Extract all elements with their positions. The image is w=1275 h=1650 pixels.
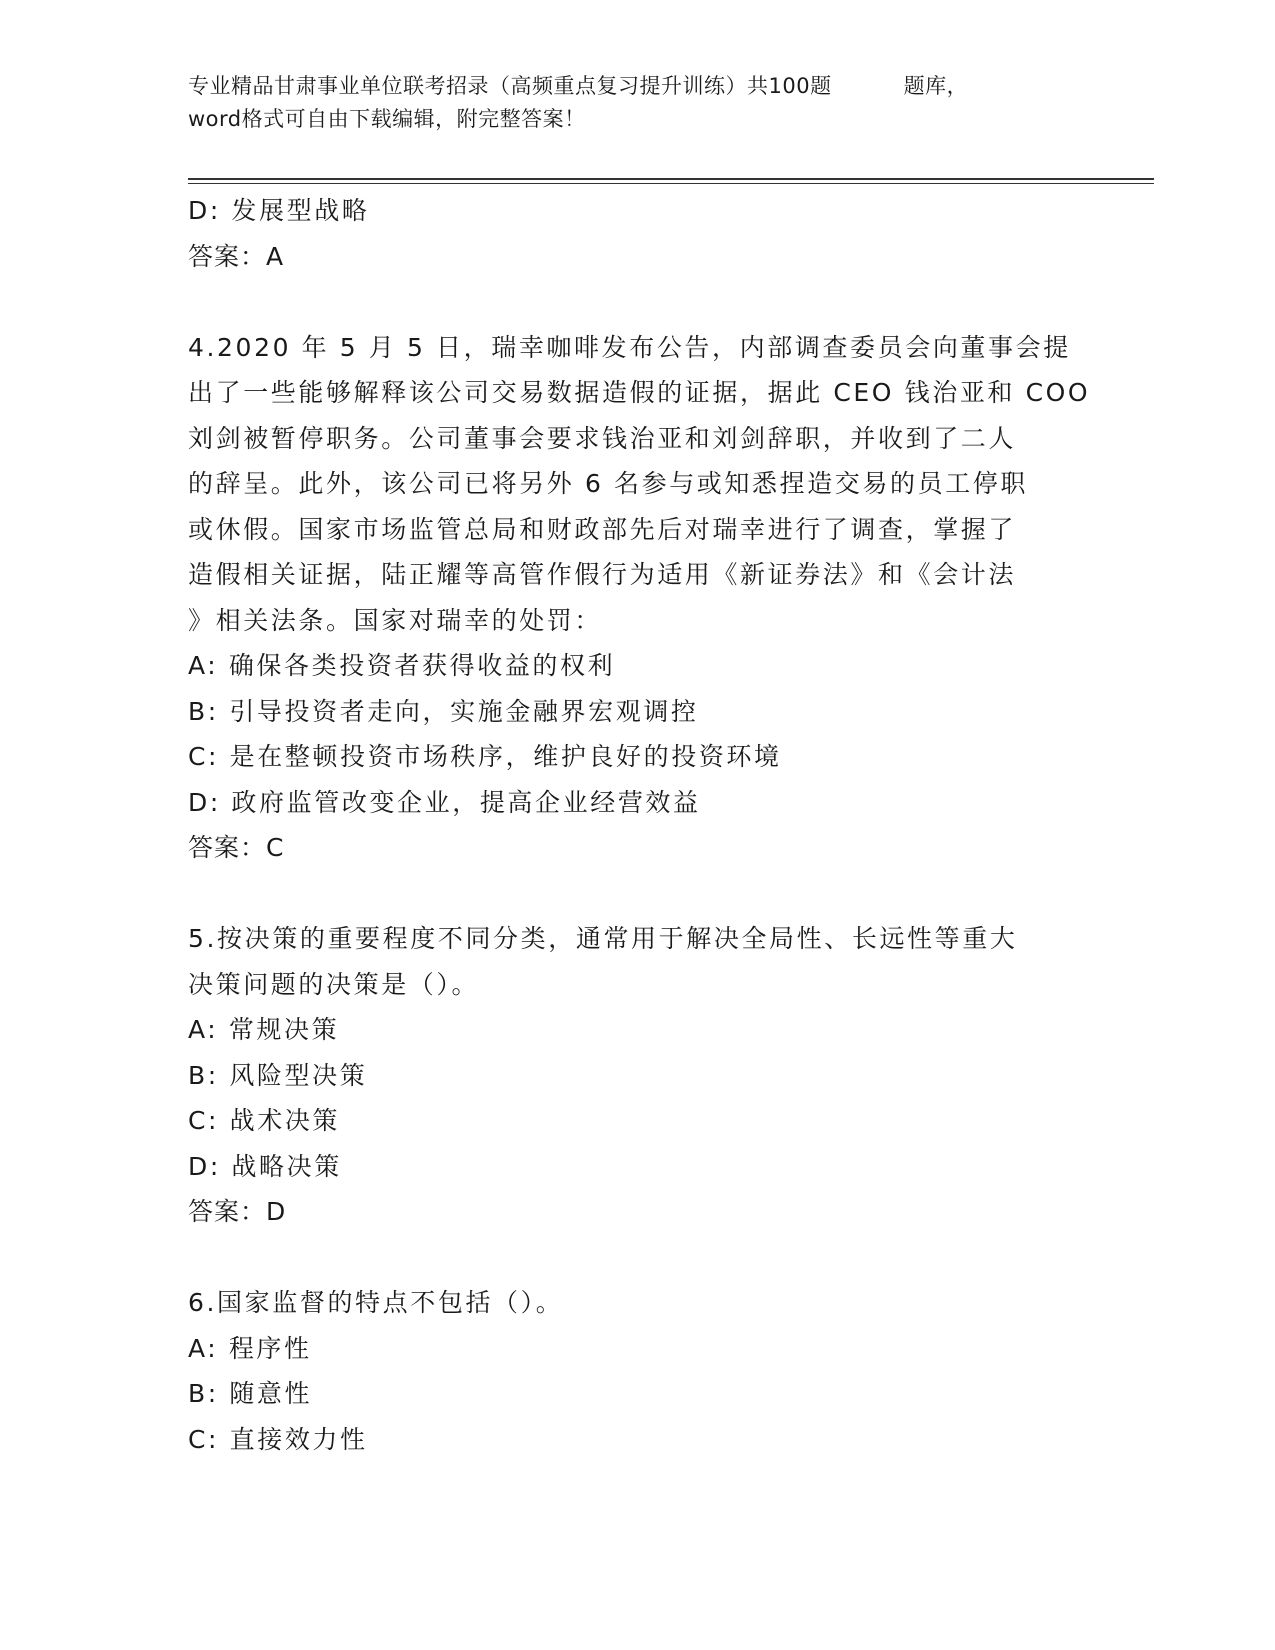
q6-stem-line: 6.国家监督的特点不包括（）。: [188, 1288, 564, 1317]
q4-option-d: D: 政府监管改变企业，提高企业经营效益: [188, 787, 701, 817]
header-title-suffix: 题库，: [903, 74, 969, 98]
q5-option-a: A: 常规决策: [188, 1015, 340, 1044]
q6-option-c: C: 直接效力性: [188, 1424, 368, 1454]
q4-option-a: A: 确保各类投资者获得收益的权利: [188, 651, 616, 680]
q6-option-b: B: 随意性: [188, 1379, 313, 1408]
header-title: 专业精品甘肃事业单位联考招录（高频重点复习提升训练）共100题: [188, 74, 832, 98]
q3-option-d: D: 发展型战略: [188, 196, 370, 225]
q5-option-c: C: 战术决策: [188, 1106, 341, 1135]
header-line-1: [188, 70, 1088, 103]
q4-stem-line: 或休假。国家市场监管总局和财政部先后对瑞幸进行了调查，掌握了: [188, 514, 1017, 544]
q4-stem-line: 造假相关证据，陆正耀等高管作假行为适用《新证券法》和《会计法: [188, 560, 1017, 589]
q4-stem-line: 4.2020 年 5 月 5 日，瑞幸咖啡发布公告，内部调查委员会向董事会提: [188, 332, 1071, 362]
q5-option-d: D: 战略决策: [188, 1151, 342, 1181]
q4-option-c: C: 是在整顿投资市场秩序，维护良好的投资环境: [188, 742, 782, 771]
page-header: [188, 70, 1088, 136]
header-divider-thick: [188, 178, 1154, 180]
q5-option-b: B: 风险型决策: [188, 1060, 368, 1090]
q5-stem-line: 决策问题的决策是（）。: [188, 969, 480, 999]
q4-answer: 答案：C: [188, 833, 285, 862]
q4-stem-line: 出了一些能够解释该公司交易数据造假的证据，据此 CEO 钱治亚和 COO: [188, 378, 1091, 407]
q5-stem-line: 5.按决策的重要程度不同分类，通常用于解决全局性、长远性等重大: [188, 924, 1018, 953]
q4-stem-line: 刘剑被暂停职务。公司董事会要求钱治亚和刘剑辞职，并收到了二人: [188, 423, 1017, 453]
q4-option-b: B: 引导投资者走向，实施金融界宏观调控: [188, 696, 699, 726]
header-line-2: word格式可自由下载编辑，附完整答案！: [188, 107, 586, 131]
header-divider-thin: [188, 183, 1154, 184]
question-content: [188, 188, 1091, 1462]
q6-option-a: A: 程序性: [188, 1333, 312, 1363]
q4-stem-line: 》相关法条。国家对瑞幸的处罚：: [188, 605, 603, 635]
q3-answer: 答案：A: [188, 241, 285, 271]
q4-stem-line: 的辞呈。此外，该公司已将另外 6 名参与或知悉捏造交易的员工停职: [188, 469, 1029, 498]
q5-answer: 答案：D: [188, 1197, 287, 1226]
